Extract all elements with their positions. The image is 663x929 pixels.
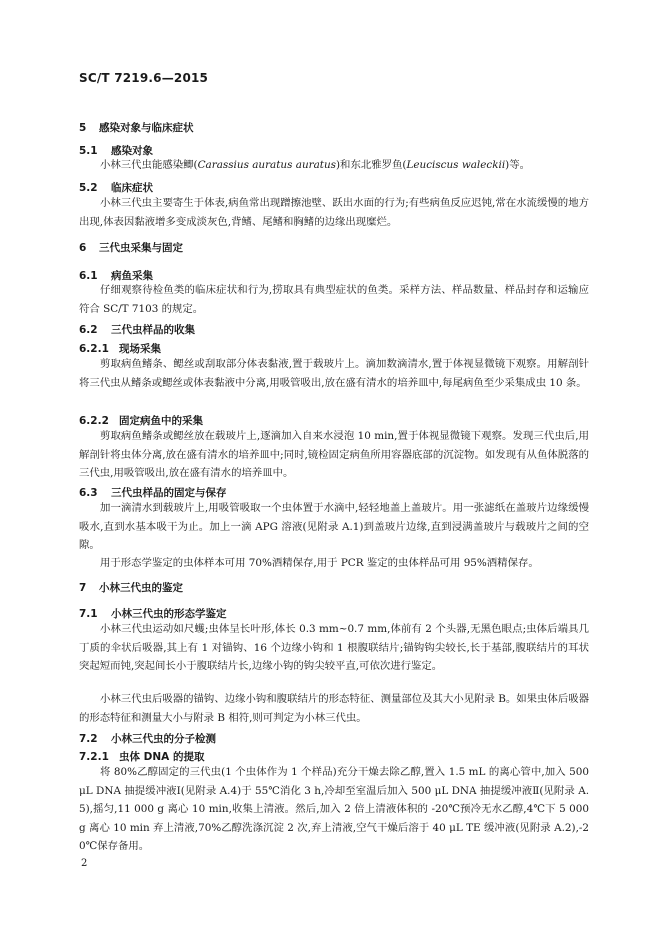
section-7-1-paragraph-2: 小林三代虫后吸器的锚钩、边缘小钩和腹联结片的形态特征、测量部位及其大小见附录 B。如果虫体后吸器的形态特征和测量大小与附录 B 相符,则可判定为小林三代虫。 [79,693,589,724]
section-number: 5.2 [79,182,98,194]
section-7-2-1-paragraph: 将 80%乙醇固定的三代虫(1 个虫体作为 1 个样品)充分干燥去除乙醇,置入 1.5 mL 的离心管中,加入 500 μL DNA 抽提缓冲液Ⅰ(见附录 A.4)于 55℃消化 3 h,冷却至室温后加入 500 μL DNA 抽提缓冲液Ⅱ(见附录 A.5),摇匀,11 000 g 离心 10 min,收集上清液。然后,加入 2 倍上清液体积的 -20℃预冷无水乙醇,4℃下 5 000 g 离心 10 min 弃上清液,70%乙醇洗涤沉淀 2 次,弃上清液,空气干燥后溶于 40 μL TE 缓冲液(见附录 A.2),-20℃保存备用。 [79,766,589,853]
section-7-1-heading [79,606,227,621]
species-name: Carassius auratus auratus [197,159,336,171]
section-title: 感染对象与临床症状 [99,122,194,134]
species-name: Leuciscus waleckii [406,159,506,171]
section-number: 5 [79,122,87,134]
section-number: 7.1 [79,608,98,620]
section-title: 三代虫样品的收集 [111,324,195,336]
section-6-heading [79,240,183,255]
section-6-1-paragraph: 仔细观察待检鱼类的临床症状和行为,捞取具有典型症状的鱼类。采样方法、样品数量、样品封存和运输应符合 SC/T 7103 的规定。 [79,284,589,315]
section-6-2-1-paragraph: 剪取病鱼鳍条、鳃丝或刮取部分体表黏液,置于载玻片上。滴加数滴清水,置于体视显微镜下观察。用解剖针将三代虫从鳍条或鳃丝或体表黏液中分离,用吸管吸出,放在盛有清水的培养皿中,每尾病鱼至少采集成虫 10 条。 [79,358,589,389]
section-title: 小林三代虫的鉴定 [99,582,183,594]
section-7-heading [79,580,183,595]
section-title: 三代虫样品的固定与保存 [111,487,227,499]
section-title: 现场采集 [119,343,161,355]
section-number: 7.2.1 [79,751,109,763]
section-title: 三代虫采集与固定 [99,242,183,254]
section-6-3-paragraph-1: 加一滴清水到载玻片上,用吸管吸取一个虫体置于水滴中,轻轻地盖上盖玻片。用一张滤纸在盖玻片边缘缓慢吸水,直到水基本吸干为止。加上一滴 APG 溶液(见附录 A.1)到盖玻片边缘,直到浸满盖玻片与载玻片之间的空隙。 [79,502,589,552]
section-number: 5.1 [79,145,98,157]
section-5-2-paragraph: 小林三代虫主要寄生于体表,病鱼常出现蹭擦池壁、跃出水面的行为;有些病鱼反应迟钝,常在水流缓慢的地方出现,体表因黏液增多变成淡灰色,背鳍、尾鳍和胸鳍的边缘出现糜烂。 [79,197,589,228]
section-number: 6.1 [79,270,98,282]
section-6-2-2-paragraph: 剪取病鱼鳍条或鳃丝放在载玻片上,逐滴加入自来水浸泡 10 min,置于体视显微镜下观察。发现三代虫后,用解剖针将虫体分离,放在盛有清水的培养皿中;同时,镜检固定病鱼所用容器底部的沉淀物。如发现有从鱼体脱落的三代虫,用吸管吸出,放在盛有清水的培养皿中。 [79,430,589,480]
section-6-2-heading [79,322,195,337]
section-title: 病鱼采集 [111,270,153,282]
section-title: 小林三代虫的形态学鉴定 [111,608,227,620]
section-6-2-1-heading [79,341,161,356]
section-number: 6 [79,242,87,254]
section-title: 固定病鱼中的采集 [119,415,203,427]
page-number: 2 [81,858,88,869]
section-number: 7 [79,582,87,594]
section-5-1-paragraph: 小林三代虫能感染鲫(Carassius auratus auratus)和东北雅罗鱼(Leuciscus waleckii)等。 [100,159,530,171]
section-title: 感染对象 [111,145,153,157]
section-number: 7.2 [79,733,98,745]
section-title: 虫体 DNA 的提取 [119,751,205,763]
section-5-heading [79,120,194,135]
section-6-2-2-heading [79,413,203,428]
section-7-2-heading [79,731,216,746]
section-title: 临床症状 [111,182,153,194]
section-number: 6.2.1 [79,343,109,355]
section-6-3-paragraph-2: 用于形态学鉴定的虫体样本可用 70%酒精保存,用于 PCR 鉴定的虫体样品可用 95%酒精保存。 [100,557,539,569]
section-7-1-paragraph-1: 小林三代虫运动如尺蠖;虫体呈长叶形,体长 0.3 mm~0.7 mm,体前有 2 个头器,无黑色眼点;虫体后端具几丁质的伞状后吸器,其上有 1 对锚钩、16 个边缘小钩和 1 根腹联结片;锚钩钩尖较长,长于基部,腹联结片的耳状突起短而钝,突起间长小于腹联结片长,边缘小钩的钩尖较平直,可依次进行鉴定。 [79,623,589,673]
section-6-3-heading [79,485,227,500]
section-number: 6.3 [79,487,98,499]
section-5-2-heading [79,180,153,195]
section-number: 6.2 [79,324,98,336]
section-title: 小林三代虫的分子检测 [111,733,216,745]
standard-number-header: SC/T 7219.6—2015 [79,71,209,85]
section-number: 6.2.2 [79,415,109,427]
section-7-2-1-heading [79,749,204,764]
